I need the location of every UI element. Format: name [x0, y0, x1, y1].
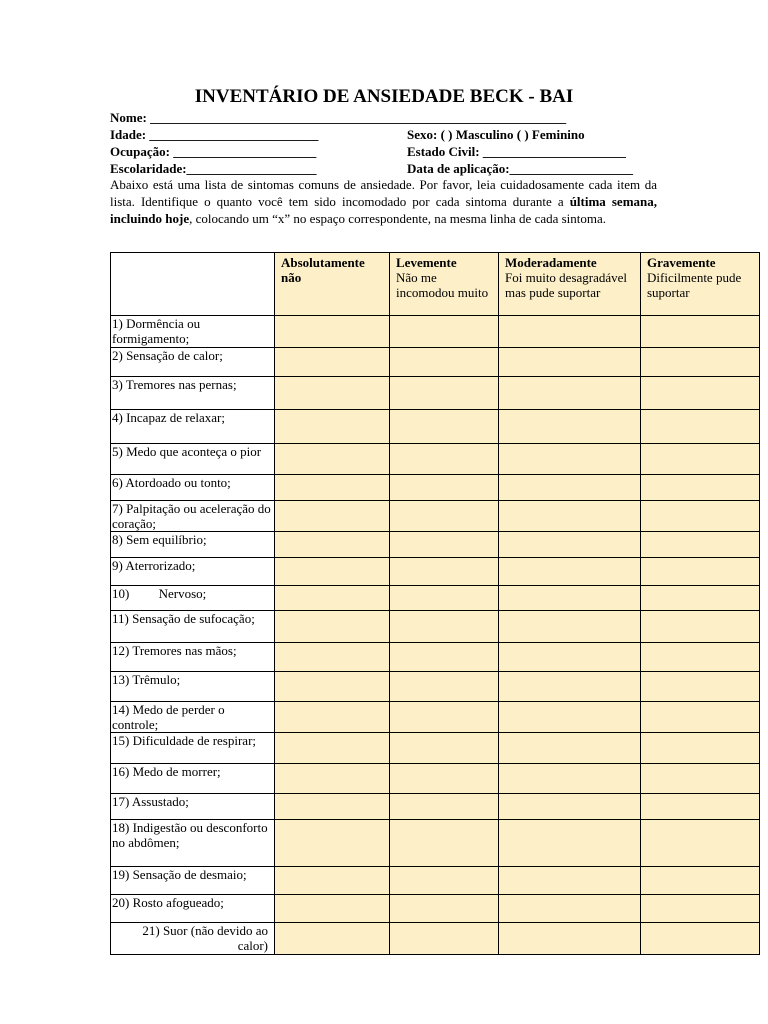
instructions-text: Abaixo está uma lista de sintomas comuns de ansiedade. Por favor, leia cuidadosamente cada item da lista. Identifique o quanto você tem sido incomodado por cada sintoma durante a [110, 177, 657, 209]
cell-gravemente[interactable] [641, 794, 760, 820]
cell-levemente[interactable] [390, 895, 499, 923]
column-subtitle: Não me incomodou muito [396, 270, 489, 300]
cell-gravemente[interactable] [641, 923, 760, 955]
cell-absolutamente[interactable] [275, 867, 390, 895]
instructions-text-end: , colocando um “x” no espaço correspondente, na mesma linha de cada sintoma. [189, 211, 607, 226]
cell-levemente[interactable] [390, 348, 499, 377]
column-subtitle: Foi muito desagradável mas pude suportar [505, 270, 628, 300]
cell-moderadamente[interactable] [499, 558, 641, 586]
symptom-label: 15) Dificuldade de respirar; [111, 733, 275, 764]
table-row [111, 923, 760, 955]
symptom-label: 1) Dormência ou formigamento; [111, 316, 275, 348]
cell-moderadamente[interactable] [499, 316, 641, 348]
cell-gravemente[interactable] [641, 348, 760, 377]
column-title: Moderadamente [505, 255, 597, 270]
symptom-label: 14) Medo de perder o controle; [111, 702, 275, 733]
cell-gravemente[interactable] [641, 532, 760, 558]
cell-moderadamente[interactable] [499, 444, 641, 475]
cell-levemente[interactable] [390, 923, 499, 955]
table-row [111, 764, 760, 794]
column-header-levemente [390, 253, 499, 316]
cell-gravemente[interactable] [641, 764, 760, 794]
sex-field[interactable]: Sexo: ( ) Masculino ( ) Feminino [407, 127, 585, 142]
symptom-label: 17) Assustado; [111, 794, 275, 820]
cell-levemente[interactable] [390, 764, 499, 794]
cell-absolutamente[interactable] [275, 501, 390, 532]
cell-levemente[interactable] [390, 611, 499, 643]
column-header-gravemente [641, 253, 760, 316]
cell-absolutamente[interactable] [275, 820, 390, 867]
cell-moderadamente[interactable] [499, 410, 641, 444]
cell-levemente[interactable] [390, 586, 499, 611]
cell-moderadamente[interactable] [499, 794, 641, 820]
table-row [111, 501, 760, 532]
cell-gravemente[interactable] [641, 867, 760, 895]
cell-levemente[interactable] [390, 475, 499, 501]
cell-absolutamente[interactable] [275, 348, 390, 377]
cell-absolutamente[interactable] [275, 444, 390, 475]
cell-levemente[interactable] [390, 867, 499, 895]
cell-gravemente[interactable] [641, 672, 760, 702]
cell-absolutamente[interactable] [275, 764, 390, 794]
cell-levemente[interactable] [390, 410, 499, 444]
name-field[interactable]: Nome: ________________________________________________________________ [110, 110, 567, 125]
cell-absolutamente[interactable] [275, 377, 390, 410]
application-date-field[interactable]: Data de aplicação:___________________ [407, 161, 634, 176]
education-field[interactable]: Escolaridade:____________________ [110, 161, 317, 176]
table-row [111, 702, 760, 733]
cell-moderadamente[interactable] [499, 348, 641, 377]
table-row [111, 643, 760, 672]
cell-absolutamente[interactable] [275, 558, 390, 586]
cell-levemente[interactable] [390, 316, 499, 348]
cell-moderadamente[interactable] [499, 733, 641, 764]
symptom-label: 18) Indigestão ou desconforto no abdômen; [111, 820, 275, 867]
table-row [111, 733, 760, 764]
cell-absolutamente[interactable] [275, 895, 390, 923]
symptom-label: 6) Atordoado ou tonto; [111, 475, 275, 501]
table-row [111, 532, 760, 558]
table-row [111, 895, 760, 923]
table-row [111, 444, 760, 475]
marital-status-field[interactable]: Estado Civil: ______________________ [407, 144, 626, 159]
cell-levemente[interactable] [390, 377, 499, 410]
cell-moderadamente[interactable] [499, 867, 641, 895]
symptom-label: 5) Medo que aconteça o pior [111, 444, 275, 475]
page-title: INVENTÁRIO DE ANSIEDADE BECK - BAI [194, 86, 574, 107]
cell-moderadamente[interactable] [499, 643, 641, 672]
table-row [111, 348, 760, 377]
cell-moderadamente[interactable] [499, 923, 641, 955]
symptom-label: 11) Sensação de sufocação; [111, 611, 275, 643]
cell-absolutamente[interactable] [275, 475, 390, 501]
column-title: Absolutamente não [281, 255, 365, 285]
table-row [111, 820, 760, 867]
cell-moderadamente[interactable] [499, 611, 641, 643]
column-header-moderadamente [499, 253, 641, 316]
symptom-label: 21) Suor (não devido ao calor) [111, 923, 275, 955]
cell-gravemente[interactable] [641, 475, 760, 501]
cell-absolutamente[interactable] [275, 672, 390, 702]
cell-gravemente[interactable] [641, 501, 760, 532]
cell-moderadamente[interactable] [499, 820, 641, 867]
symptom-label: 3) Tremores nas pernas; [111, 377, 275, 410]
cell-levemente[interactable] [390, 820, 499, 867]
table-row [111, 558, 760, 586]
table-row [111, 611, 760, 643]
table-row [111, 672, 760, 702]
cell-gravemente[interactable] [641, 586, 760, 611]
cell-moderadamente[interactable] [499, 475, 641, 501]
table-header-row [111, 253, 760, 316]
cell-absolutamente[interactable] [275, 410, 390, 444]
table-row [111, 316, 760, 348]
column-subtitle: Dificilmente pude suportar [647, 270, 742, 300]
symptom-label: 4) Incapaz de relaxar; [111, 410, 275, 444]
cell-gravemente[interactable] [641, 895, 760, 923]
cell-moderadamente[interactable] [499, 895, 641, 923]
cell-levemente[interactable] [390, 794, 499, 820]
symptom-label: 9) Aterrorizado; [111, 558, 275, 586]
cell-absolutamente[interactable] [275, 611, 390, 643]
table-row [111, 410, 760, 444]
table-row [111, 867, 760, 895]
table-row [111, 377, 760, 410]
table-row [111, 475, 760, 501]
table-row [111, 586, 760, 611]
cell-absolutamente[interactable] [275, 532, 390, 558]
symptom-table [110, 252, 760, 955]
cell-absolutamente[interactable] [275, 316, 390, 348]
cell-levemente[interactable] [390, 444, 499, 475]
cell-gravemente[interactable] [641, 820, 760, 867]
cell-moderadamente[interactable] [499, 377, 641, 410]
cell-moderadamente[interactable] [499, 702, 641, 733]
cell-gravemente[interactable] [641, 444, 760, 475]
symptom-label: 8) Sem equilíbrio; [111, 532, 275, 558]
cell-levemente[interactable] [390, 702, 499, 733]
cell-moderadamente[interactable] [499, 586, 641, 611]
column-header-absolutamente [275, 253, 390, 316]
cell-absolutamente[interactable] [275, 702, 390, 733]
cell-gravemente[interactable] [641, 611, 760, 643]
cell-gravemente[interactable] [641, 733, 760, 764]
occupation-field[interactable]: Ocupação: ______________________ [110, 144, 317, 159]
cell-levemente[interactable] [390, 532, 499, 558]
cell-absolutamente[interactable] [275, 586, 390, 611]
cell-levemente[interactable] [390, 501, 499, 532]
cell-moderadamente[interactable] [499, 532, 641, 558]
cell-absolutamente[interactable] [275, 733, 390, 764]
age-field[interactable]: Idade: __________________________ [110, 127, 319, 142]
cell-absolutamente[interactable] [275, 923, 390, 955]
symptom-label: 16) Medo de morrer; [111, 764, 275, 794]
cell-gravemente[interactable] [641, 702, 760, 733]
cell-levemente[interactable] [390, 558, 499, 586]
cell-moderadamente[interactable] [499, 672, 641, 702]
symptom-label: 10) Nervoso; [111, 586, 275, 611]
cell-absolutamente[interactable] [275, 794, 390, 820]
cell-gravemente[interactable] [641, 643, 760, 672]
cell-gravemente[interactable] [641, 558, 760, 586]
symptom-label: 12) Tremores nas mãos; [111, 643, 275, 672]
symptom-label: 13) Trêmulo; [111, 672, 275, 702]
cell-gravemente[interactable] [641, 316, 760, 348]
column-title: Levemente [396, 255, 457, 270]
instructions-emphasis: última semana, incluindo hoje [110, 194, 658, 226]
symptom-label: 7) Palpitação ou aceleração do coração; [111, 501, 275, 532]
table-row [111, 794, 760, 820]
cell-levemente[interactable] [390, 672, 499, 702]
cell-moderadamente[interactable] [499, 764, 641, 794]
header-blank [111, 253, 275, 316]
column-title: Gravemente [647, 255, 716, 270]
symptom-label: 19) Sensação de desmaio; [111, 867, 275, 895]
cell-gravemente[interactable] [641, 377, 760, 410]
cell-levemente[interactable] [390, 733, 499, 764]
instructions [110, 176, 657, 227]
cell-levemente[interactable] [390, 643, 499, 672]
cell-absolutamente[interactable] [275, 643, 390, 672]
cell-gravemente[interactable] [641, 410, 760, 444]
symptom-label: 20) Rosto afogueado; [111, 895, 275, 923]
cell-moderadamente[interactable] [499, 501, 641, 532]
symptom-label: 2) Sensação de calor; [111, 348, 275, 377]
